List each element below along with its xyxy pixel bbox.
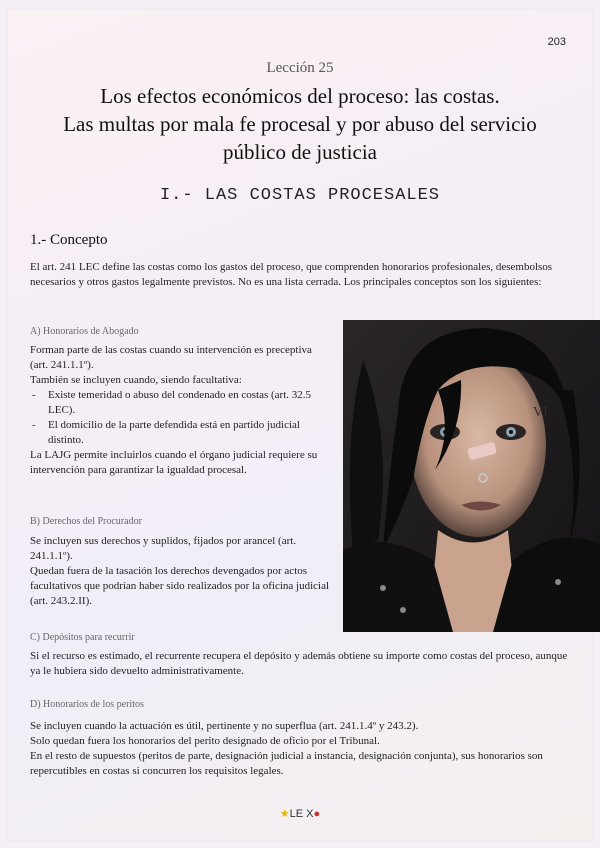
face-mark: VI xyxy=(533,405,548,420)
section-c-heading: C) Depósitos para recurrir xyxy=(30,632,135,643)
concept-intro: El art. 241 LEC define las costas como los gastos del proceso, que comprenden honorarios profesionales, desembolsos necesarios y otros gastos legalmente previstos. No es una lista cerrada. Los principales conceptos son los siguientes: xyxy=(30,261,553,288)
concept-heading: 1.- Concepto xyxy=(30,232,108,248)
section-b-paragraph: Se incluyen sus derechos y suplidos, fijados por arancel (art. 241.1.1º). xyxy=(30,535,297,562)
title-line: Las multas por mala fe procesal y por abuso del servicio xyxy=(63,112,537,136)
lesson-title xyxy=(48,82,552,166)
section-d-body xyxy=(30,719,570,779)
section-b-body xyxy=(30,534,330,609)
section-d-paragraph: Solo quedan fuera los honorarios del perito designado de oficio por el Tribunal. xyxy=(30,735,380,747)
star-icon: ★ xyxy=(279,808,290,820)
section-d-paragraph: En el resto de supuestos (peritos de parte, designación judicial a instancia, designación conjunta), sus honorarios son repercutibles en costas si concurren los requisitos legales. xyxy=(30,750,543,777)
section-d-paragraph: Se incluyen cuando la actuación es útil, pertinente y no superflua (art. 241.1.4º y 243.2). xyxy=(30,720,419,732)
section-heading: I.- LAS COSTAS PROCESALES xyxy=(159,186,441,205)
lesson-label: Lección 25 xyxy=(266,60,334,76)
section-a-paragraph: La LAJG permite incluirlos cuando el órgano judicial requiere su intervención para garantizar la igualdad procesal. xyxy=(30,449,318,476)
portrait-illustration xyxy=(343,320,600,632)
section-a-bullet-list xyxy=(30,388,330,448)
section-b-paragraph: Quedan fuera de la tasación los derechos devengados por actos facultativos que podrían haber sido realizados por la oficina judicial (art. 243.2.II). xyxy=(30,565,330,607)
list-item-text: Existe temeridad o abuso del condenado en costas (art. 32.5 LEC). xyxy=(48,389,312,416)
list-item: - Existe temeridad o abuso del condenado en costas (art. 32.5 LEC). xyxy=(32,389,312,416)
section-a-paragraph: También se incluyen cuando, siendo facultativa: xyxy=(30,374,242,386)
footer-logo xyxy=(8,807,592,820)
section-c-body: Si el recurso es estimado, el recurrente recupera el depósito y además obtiene su importe como costas del proceso, aunque ya le hubiera sido devuelto administrativamente. xyxy=(30,650,568,677)
section-a-paragraph: Forman parte de las costas cuando su intervención es preceptiva (art. 241.1.1º). xyxy=(30,344,312,371)
page-number: 203 xyxy=(547,36,566,48)
drop-icon: ● xyxy=(313,808,321,820)
list-item-text: El domicilio de la parte defendida está en partido judicial distinto. xyxy=(48,419,300,446)
section-a-body xyxy=(30,343,330,478)
portrait-image xyxy=(343,320,600,632)
title-line: Los efectos económicos del proceso: las costas. xyxy=(100,84,500,108)
section-b-heading: B) Derechos del Procurador xyxy=(30,516,142,527)
list-item: - El domicilio de la parte defendida está en partido judicial distinto. xyxy=(32,419,300,446)
section-a-heading: A) Honorarios de Abogado xyxy=(30,326,139,337)
document-page xyxy=(8,10,592,840)
section-d-heading: D) Honorarios de los peritos xyxy=(30,699,144,710)
title-line: público de justicia xyxy=(223,140,377,164)
footer-logo-text: LE X xyxy=(289,808,314,820)
